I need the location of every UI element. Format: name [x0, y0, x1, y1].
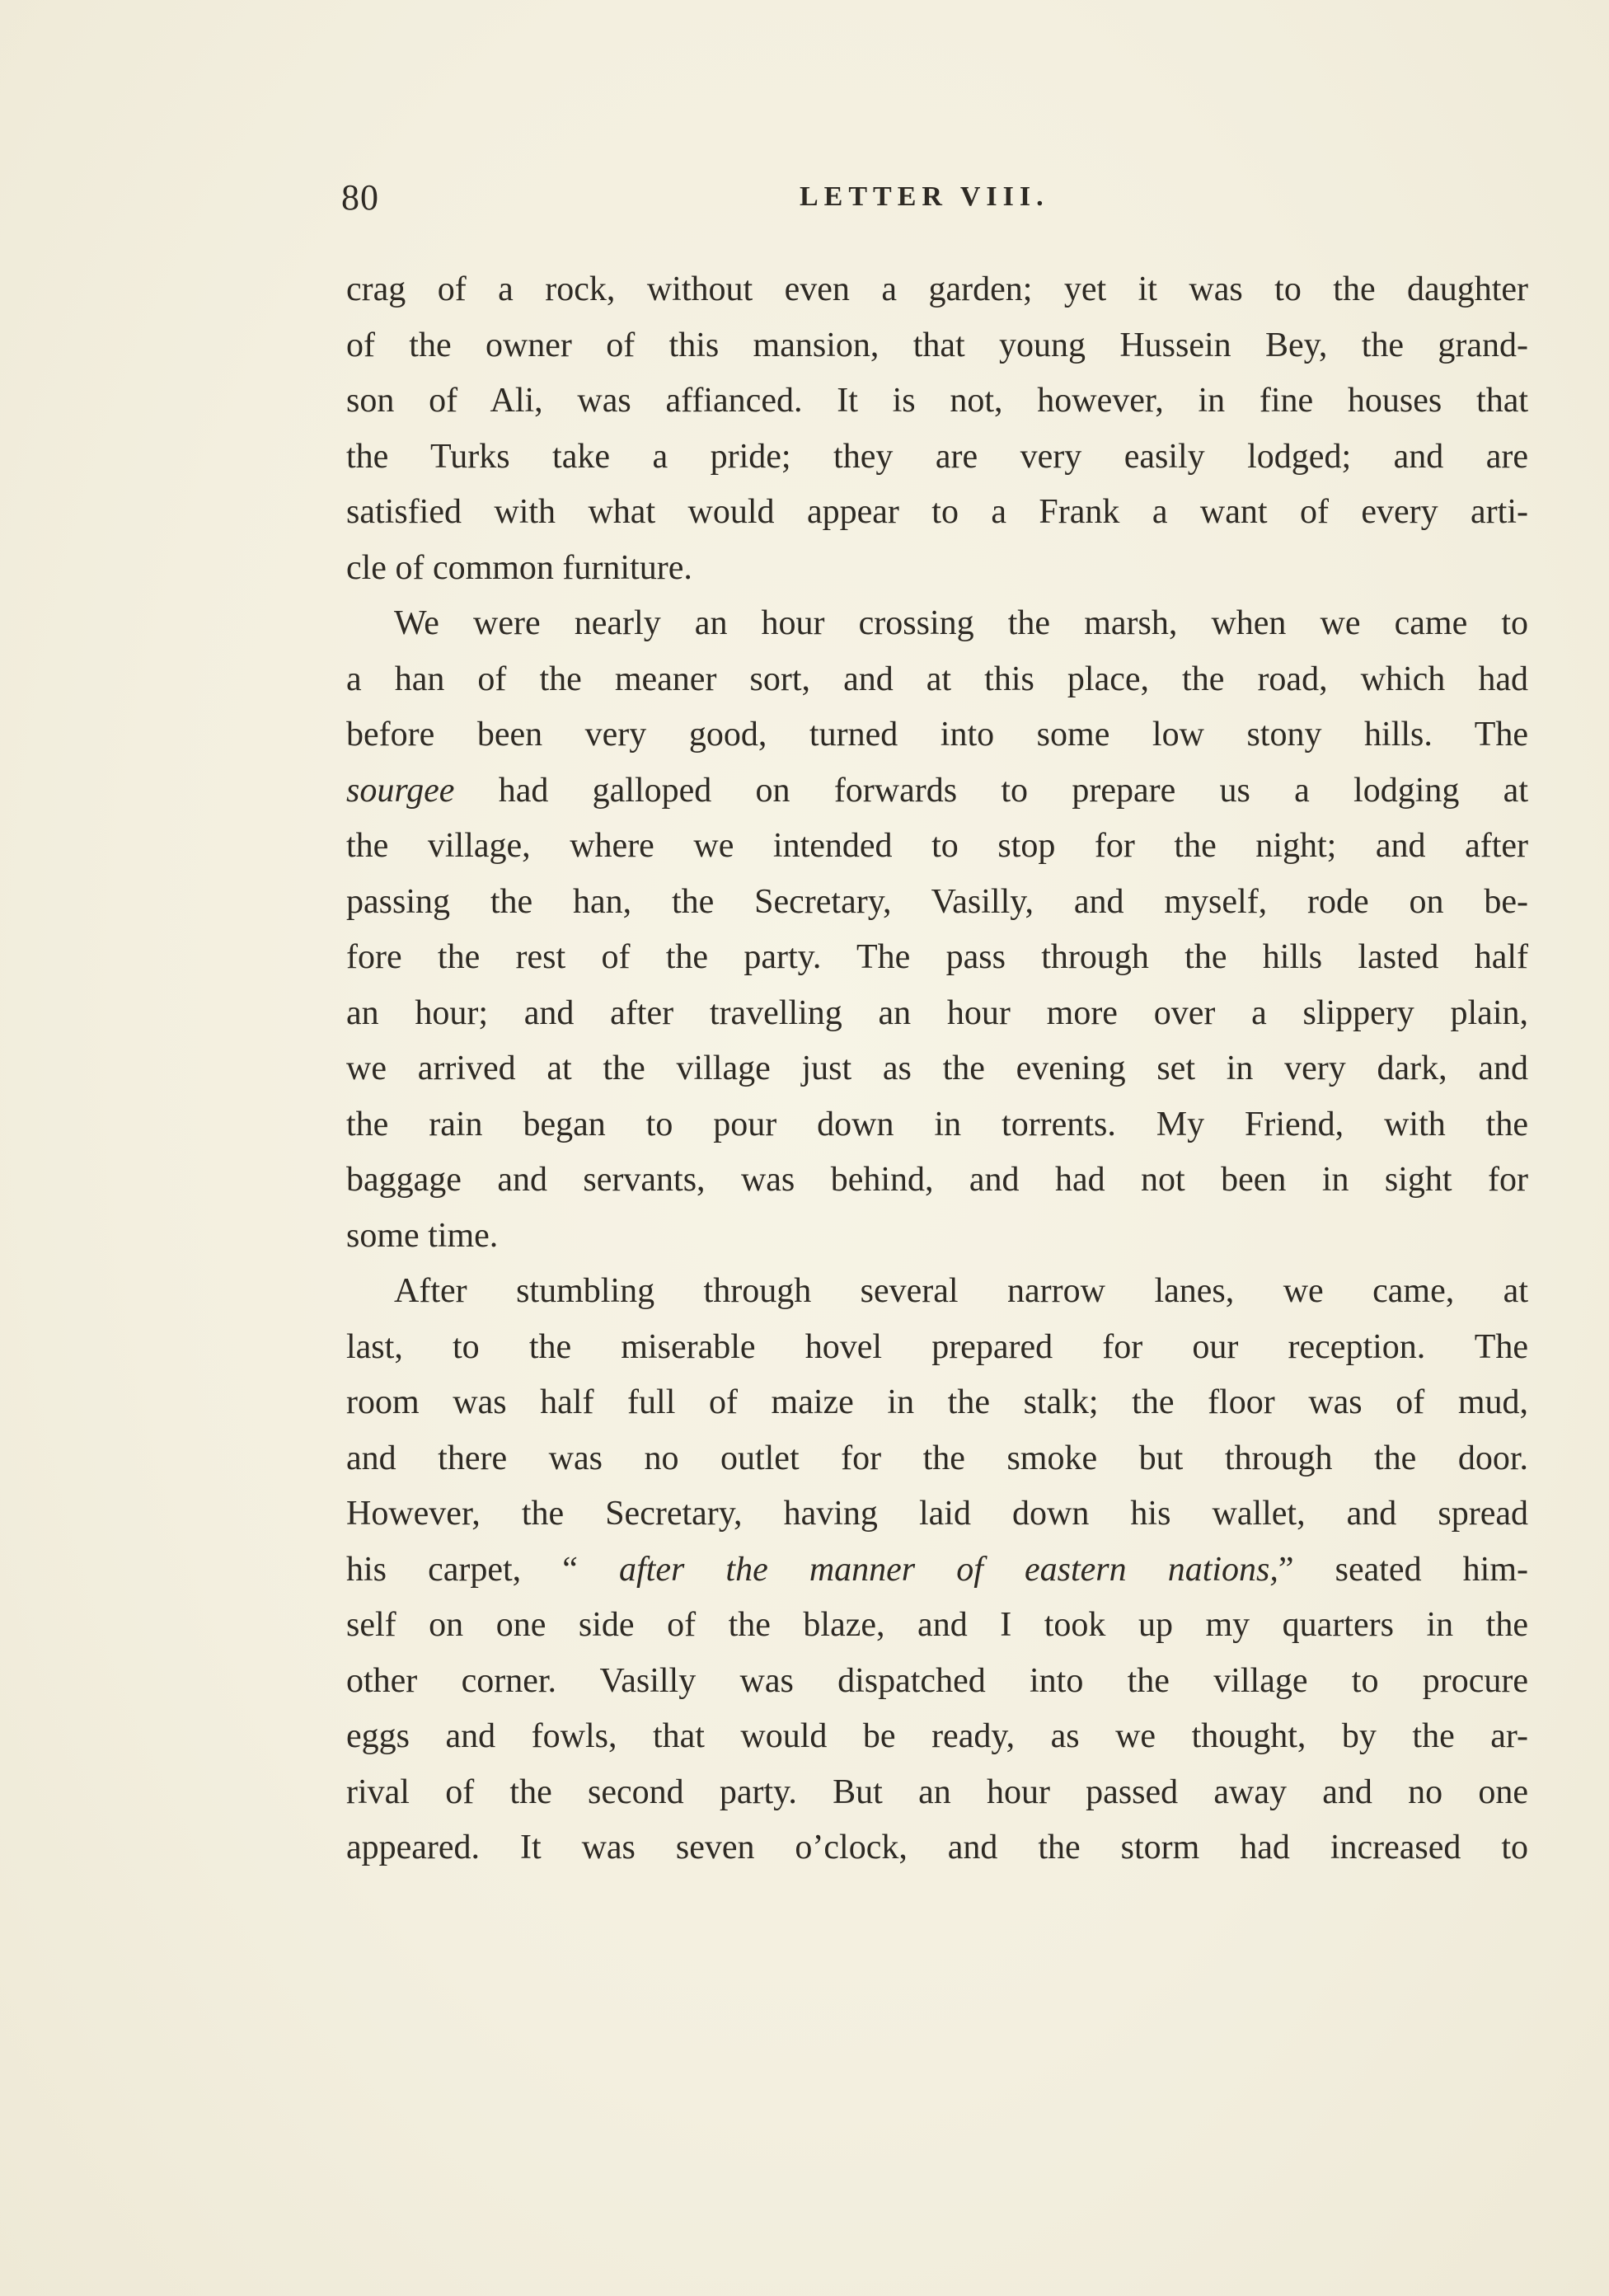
text-segment: before been very good, turned into some low stony hills. The [346, 716, 1528, 754]
text-line [346, 652, 1528, 708]
text-segment: son of Ali, was affianced. It is not, however, in fine houses that [346, 382, 1528, 420]
text-segment: room was half full of maize in the stalk; the floor was of mud, [346, 1383, 1528, 1421]
text-line [346, 875, 1528, 931]
text-segment: baggage and servants, was behind, and had not been in sight for [346, 1161, 1528, 1199]
text-segment: After stumbling through several narrow lanes, we came, at [394, 1272, 1528, 1310]
text-segment: satisfied with what would appear to a Frank a want of every arti- [346, 493, 1528, 531]
text-line [346, 1542, 1528, 1599]
text-line [346, 596, 1528, 652]
text-segment: the rain began to pour down in torrents. My Friend, with the [346, 1105, 1528, 1143]
text-line [346, 1320, 1528, 1376]
text-segment: had galloped on forwards to prepare us a lodging at [454, 771, 1528, 810]
text-segment: the village, where we intended to stop for the night; and after [346, 827, 1528, 865]
text-line [346, 1153, 1528, 1209]
text-line [346, 430, 1528, 486]
text-line [346, 1431, 1528, 1487]
text-segment: last, to the miserable hovel prepared for our reception. The [346, 1327, 1528, 1366]
text-line [346, 485, 1528, 541]
text-line [346, 262, 1528, 318]
text-line [346, 1654, 1528, 1710]
text-segment: We were nearly an hour crossing the marsh, when we came to [394, 604, 1528, 642]
text-line [346, 1765, 1528, 1821]
text-segment: the Turks take a pride; they are very easily lodged; and are [346, 437, 1528, 476]
text-segment: ” seated him- [1278, 1550, 1528, 1589]
text-segment: However, the Secretary, having laid down his wallet, and spread [346, 1495, 1528, 1533]
italic-text: after the manner of eastern nations, [619, 1550, 1278, 1589]
text-segment: fore the rest of the party. The pass through the hills lasted half [346, 938, 1528, 976]
text-line [346, 930, 1528, 986]
text-line [346, 541, 1528, 597]
text-line [346, 373, 1528, 430]
text-segment: cle of common furniture. [346, 548, 692, 587]
text-segment: passing the han, the Secretary, Vasilly, and myself, rode on be- [346, 882, 1528, 921]
text-segment: a han of the meaner sort, and at this place, the road, which had [346, 660, 1528, 698]
text-segment: self on one side of the blaze, and I took up my quarters in the [346, 1606, 1528, 1644]
text-line [346, 1041, 1528, 1097]
italic-text: sourgee [346, 771, 455, 810]
text-line [346, 1209, 1528, 1265]
text-line [346, 1709, 1528, 1765]
text-line [346, 1097, 1528, 1153]
text-line [346, 1486, 1528, 1542]
text-segment: his carpet, “ [346, 1550, 620, 1589]
text-line [346, 318, 1528, 374]
text-segment: we arrived at the village just as the evening set in very dark, and [346, 1049, 1528, 1087]
text-segment: some time. [346, 1216, 499, 1255]
text-segment: other corner. Vasilly was dispatched into the village to procure [346, 1661, 1528, 1700]
text-line [346, 1264, 1528, 1320]
running-title: LETTER VIII. [800, 181, 1049, 212]
text-line [346, 707, 1528, 763]
text-segment: an hour; and after travelling an hour more over a slippery plain, [346, 993, 1528, 1032]
text-segment: rival of the second party. But an hour passed away and no one [346, 1772, 1528, 1811]
text-segment: and there was no outlet for the smoke but through the door. [346, 1439, 1528, 1477]
text-segment: appeared. It was seven o’clock, and the storm had increased to [346, 1829, 1528, 1866]
text-line [346, 1375, 1528, 1431]
text-line [346, 986, 1528, 1042]
text-segment: of the owner of this mansion, that young Hussein Bey, the grand- [346, 326, 1528, 364]
text-line [346, 763, 1528, 819]
text-segment: crag of a rock, without even a garden; yet it was to the daughter [346, 270, 1528, 308]
body-text [346, 262, 1528, 1876]
text-line [346, 1598, 1528, 1654]
text-line [346, 1820, 1528, 1876]
text-segment: eggs and fowls, that would be ready, as we thought, by the ar- [346, 1717, 1528, 1755]
text-line [346, 819, 1528, 875]
page-number: 80 [341, 177, 379, 218]
